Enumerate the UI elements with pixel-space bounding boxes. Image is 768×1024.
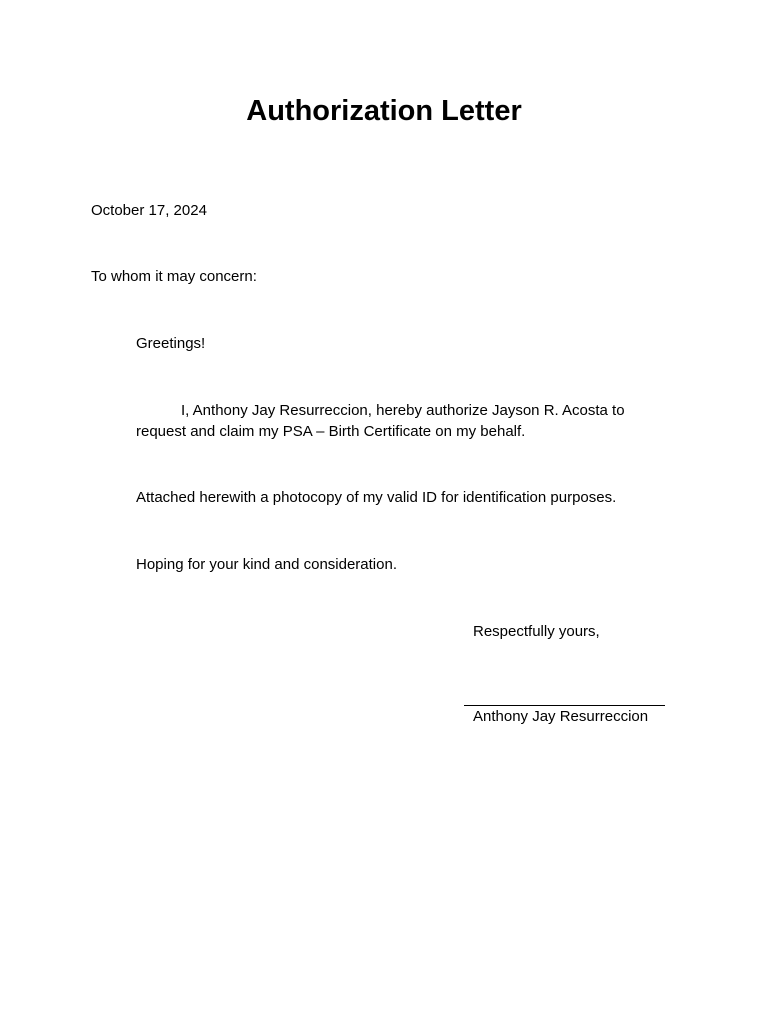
signatory-name: Anthony Jay Resurreccion	[473, 708, 649, 725]
attachment-paragraph: Attached herewith a photocopy of my valid ID for identification purposes.	[136, 489, 617, 506]
closing-remark: Hoping for your kind and consideration.	[136, 556, 397, 573]
letter-title: Authorization Letter	[246, 95, 522, 127]
greeting: Greetings!	[136, 335, 206, 352]
letter-date: October 17, 2024	[91, 202, 207, 219]
authorization-paragraph: I, Anthony Jay Resurreccion, hereby authorize Jayson R. Acosta to request and claim my PSA – Birth Certificate on my behalf.	[136, 402, 625, 440]
complimentary-close: Respectfully yours,	[473, 623, 600, 640]
salutation: To whom it may concern:	[91, 268, 257, 285]
